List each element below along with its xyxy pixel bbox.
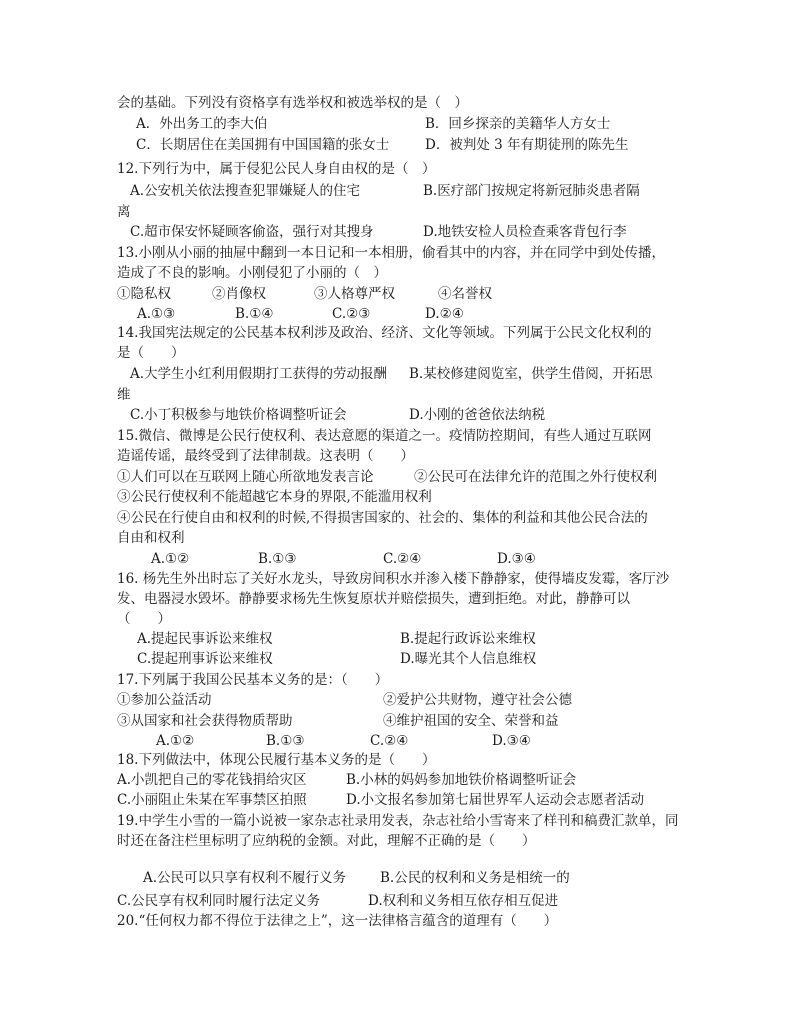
q13-option-c: C.②③	[332, 306, 371, 322]
q15-stem-1: 15.微信、微博是公民行使权利、表达意愿的渠道之一。疫情防控期间，有些人通过互联网	[117, 428, 652, 444]
q11-option-c: C．长期居住在美国拥有中国国籍的张女士	[136, 137, 390, 153]
q12-stem: 12.下列行为中，属于侵犯公民人身自由权的是（ ）	[117, 161, 436, 177]
q17-option-a: A.①②	[156, 733, 195, 749]
q16-stem-2: 发、电器浸水毁坏。静静要求杨先生恢复原状并赔偿损失，遭到拒绝。对此，静静可以	[117, 591, 630, 607]
q11-option-b: B．回乡探亲的美籍华人方女士	[425, 116, 611, 132]
q13-item-4: ④名誉权	[438, 286, 492, 302]
q16-stem-1: 16. 杨先生外出时忘了关好水龙头，导致房间积水并渗入楼下静静家，使得墙皮发霉，客厅沙	[117, 571, 670, 587]
q17-item-2: ②爱护公共财物，遵守社会公德	[383, 692, 572, 708]
q16-option-a: A.提起民事诉讼来维权	[137, 631, 273, 647]
q19-stem-1: 19.中学生小雪的一篇小说被一家杂志社录用发表，杂志社给小雪寄来了样刊和稿费汇款单，同	[117, 813, 679, 829]
q13-stem-2: 造成了不良的影响。小刚侵犯了小丽的（ ）	[117, 265, 387, 281]
q15-item-2: ②公民可在法律允许的范围之外行使权利	[414, 469, 657, 485]
q15-item-4b: 自由和权利	[117, 530, 185, 546]
q13-option-b: B.①④	[235, 306, 274, 322]
q13-option-a: A.①③	[137, 306, 176, 322]
q12-option-b-cont: 离	[117, 204, 131, 220]
q18-option-c: C.小丽阻止朱某在军事禁区拍照	[117, 792, 307, 808]
q15-option-a: A.①②	[151, 551, 190, 567]
q14-option-a: A.大学生小红利用假期打工获得的劳动报酬	[130, 366, 388, 382]
q17-item-4: ④维护祖国的安全、荣誉和益	[383, 713, 559, 729]
q11-option-a: A．外出务工的李大伯	[136, 116, 268, 132]
q16-option-b: B.提起行政诉讼来维权	[400, 631, 536, 647]
q12-option-a: A.公安机关依法搜查犯罪嫌疑人的住宅	[130, 183, 361, 199]
q19-stem-2: 时还在备注栏里标明了应纳税的金额。对此，理解不正确的是（ ）	[117, 833, 536, 849]
q17-stem: 17.下列属于我国公民基本义务的是：（ ）	[117, 672, 389, 688]
q14-option-b: B.某校修建阅览室，供学生借阅，开拓思	[409, 366, 653, 382]
q17-option-c: C.②④	[370, 733, 409, 749]
q14-option-c: C.小丁积极参与地铁价格调整听证会	[130, 407, 347, 423]
q13-stem-1: 13.小刚从小丽的抽屉中翻到一本日记和一本相册，偷看其中的内容，并在同学中到处传播，	[117, 245, 665, 261]
q14-option-b-cont: 维	[117, 387, 131, 403]
q16-stem-3: （ ）	[117, 611, 171, 627]
q18-option-d: D.小文报名参加第七届世界军人运动会志愿者活动	[346, 792, 645, 808]
q15-option-c: C.②④	[383, 551, 422, 567]
q18-option-b: B.小林的妈妈参加地铁价格调整听证会	[346, 772, 577, 788]
q19-option-a: A.公民可以只享有权利不履行义务	[143, 870, 347, 886]
q15-stem-2: 造谣传谣，最终受到了法律制裁。这表明（ ）	[117, 448, 414, 464]
q13-item-2: ②肖像权	[212, 286, 266, 302]
q12-option-b: B.医疗部门按规定将新冠肺炎患者隔	[423, 183, 640, 199]
q14-stem-2: 是（ ）	[117, 345, 185, 361]
q18-stem: 18.下列做法中，体现公民履行基本义务的是（ ）	[117, 752, 436, 768]
q15-item-4a: ④公民在行使自由和权利的时候,不得损害国家的、社会的、集体的利益和其他公民合法的	[117, 510, 648, 526]
q20-stem: 20.“任何权力都不得位于法律之上”，这一法律格言蕴含的道理有（ ）	[117, 913, 558, 929]
q17-item-3: ③从国家和社会获得物质帮助	[117, 713, 293, 729]
q16-option-d: D.曝光其个人信息维权	[400, 651, 537, 667]
q12-option-c: C.超市保安怀疑顾客偷盗，强行对其搜身	[130, 224, 374, 240]
q15-option-d: D.③④	[497, 551, 536, 567]
q18-option-a: A.小凯把自己的零花钱捐给灾区	[117, 772, 307, 788]
q15-item-3: ③公民行使权利不能超越它本身的界限,不能滥用权利	[117, 489, 432, 505]
intro-line: 会的基础。下列没有资格享有选举权和被选举权的是（ ）	[117, 95, 468, 111]
q12-option-d: D.地铁安检人员检查乘客背包行李	[423, 224, 627, 240]
q14-stem-1: 14.我国宪法规定的公民基本权利涉及政治、经济、文化等领域。下列属于公民文化权利的	[117, 325, 652, 341]
q17-option-b: B.①③	[266, 733, 305, 749]
q19-option-c: C.公民享有权利同时履行法定义务	[117, 893, 321, 909]
q13-option-d: D.②④	[425, 306, 464, 322]
q19-option-b: B.公民的权利和义务是相统一的	[380, 870, 570, 886]
q19-option-d: D.权利和义务相互依存相互促进	[368, 893, 559, 909]
q11-option-d: D．被判处 3 年有期徒刑的陈先生	[425, 137, 629, 153]
q15-item-1: ①人们可以在互联网上随心所欲地发表言论	[117, 469, 374, 485]
q13-item-3: ③人格尊严权	[314, 286, 395, 302]
q15-option-b: B.①③	[258, 551, 297, 567]
q16-option-c: C.提起刑事诉讼来维权	[137, 651, 273, 667]
q13-item-1: ①隐私权	[117, 286, 171, 302]
q14-option-d: D.小刚的爸爸依法纳税	[409, 407, 546, 423]
q17-option-d: D.③④	[492, 733, 531, 749]
q17-item-1: ①参加公益活动	[117, 692, 212, 708]
